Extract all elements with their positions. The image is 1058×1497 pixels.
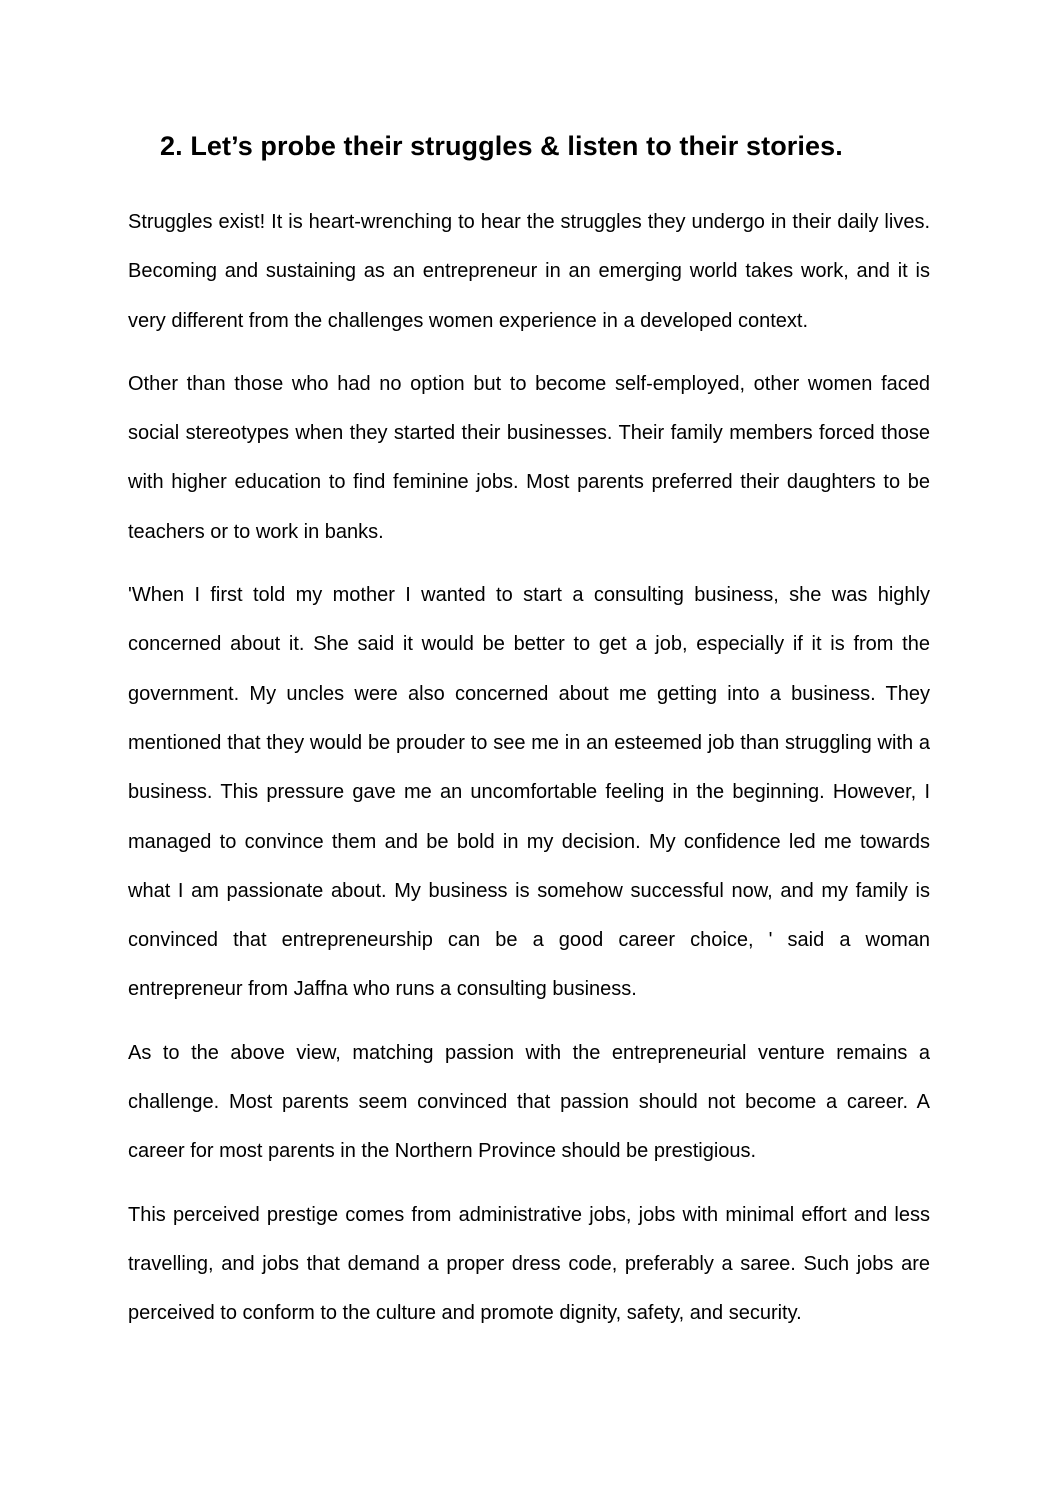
paragraph-passion-career: As to the above view, matching passion with the entrepreneurial venture remains a challenge. Most parents seem convinced that passion should not become a career. A career for most parents in the Northern Province should be prestigious. [128,1041,930,1163]
paragraph-social-stereotypes: Other than those who had no option but to become self-employed, other women faced social stereotypes when they started their businesses. Their family members forced those with higher education to find feminine jobs. Most parents preferred their daughters to be teachers or to work in banks. [128,372,930,543]
section-heading: 2. Let’s probe their struggles & listen to their stories. [160,131,843,161]
paragraph-struggles-exist: Struggles exist! It is heart-wrenching to hear the struggles they undergo in their daily lives. Becoming and sustaining as an entrepreneur in an emerging world takes work, and it is very different from the challenges women experience in a developed context. [128,211,930,332]
paragraph-perceived-prestige: This perceived prestige comes from administrative jobs, jobs with minimal effort and less travelling, and jobs that demand a proper dress code, preferably a saree. Such jobs are perceived to conform to the culture and promote dignity, safety, and security. [128,1203,930,1325]
body-text [128,198,930,1339]
paragraph-entrepreneur-quote: 'When I first told my mother I wanted to start a consulting business, she was highly concerned about it. She said it would be better to get a job, especially if it is from the government. My uncles were also concerned about me getting into a business. They mentioned that they would be prouder to see me in an esteemed job than struggling with a business. This pressure gave me an uncomfortable feeling in the beginning. However, I managed to convince them and be bold in my decision. My confidence led me towards what I am passionate about. My business is somehow successful now, and my family is convinced that entrepreneurship can be a good career choice, ' said a woman entrepreneur from Jaffna who runs a consulting business. [128,584,930,1001]
